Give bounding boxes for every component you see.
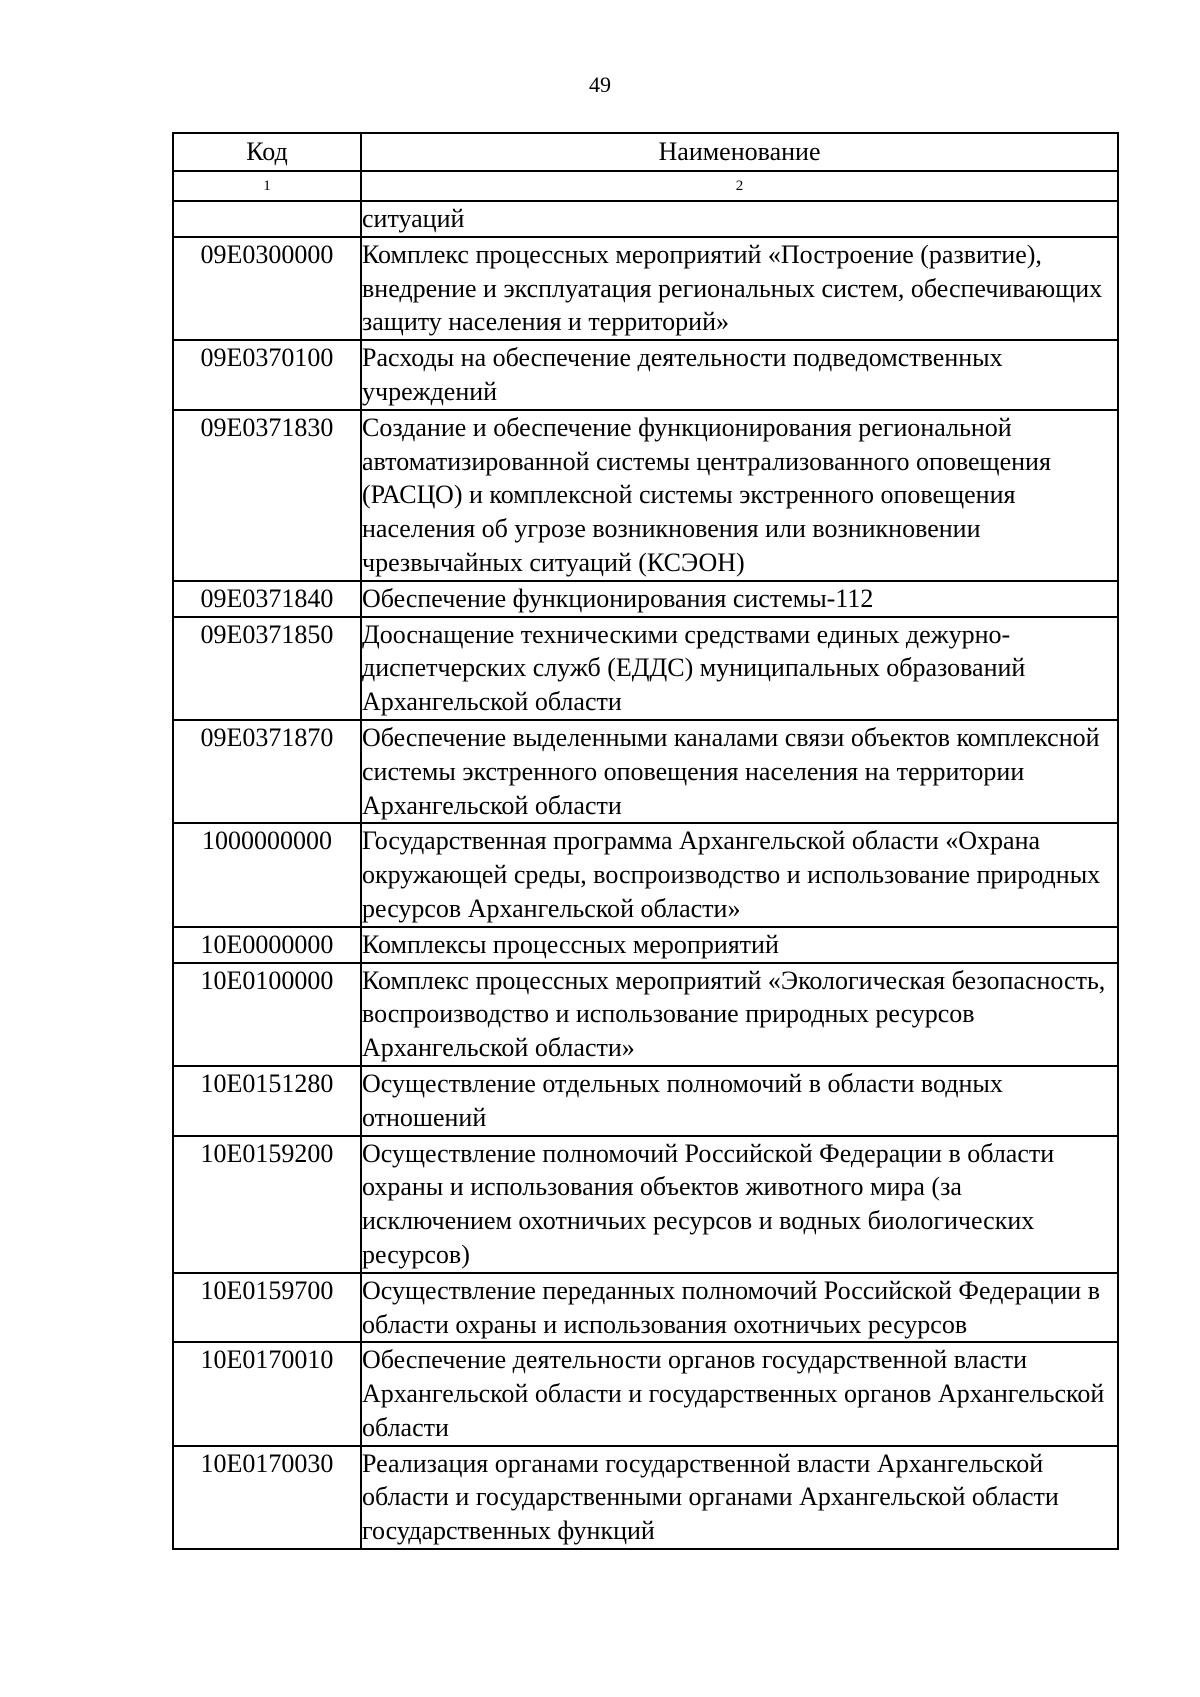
row-code: 10Е0159700 — [173, 1273, 361, 1343]
row-code: 09Е0371830 — [173, 410, 361, 581]
table-row — [173, 927, 1118, 963]
column-number-1: 1 — [173, 171, 361, 201]
row-code: 09Е0371870 — [173, 720, 361, 823]
row-name: Расходы на обеспечение деятельности подведомственных учреждений — [361, 340, 1118, 410]
budget-codes-table — [172, 132, 1119, 1550]
row-code: 10Е0000000 — [173, 927, 361, 963]
table-header-row — [173, 133, 1118, 171]
row-name: Осуществление переданных полномочий Российской Федерации в области охраны и использования охотничьих ресурсов — [361, 1273, 1118, 1343]
table-row — [173, 410, 1118, 581]
table-row — [173, 201, 1118, 237]
page-number: 49 — [589, 72, 611, 97]
row-name: Комплекс процессных мероприятий «Экологическая безопасность, воспроизводство и использование природных ресурсов Архангельской области» — [361, 963, 1118, 1066]
table-row — [173, 1446, 1118, 1549]
row-name: Обеспечение деятельности органов государственной власти Архангельской области и государственных органов Архангельской области — [361, 1342, 1118, 1445]
table-row — [173, 823, 1118, 926]
row-code: 09Е0371850 — [173, 617, 361, 720]
table-row — [173, 1066, 1118, 1136]
header-name: Наименование — [361, 133, 1118, 171]
row-code: 10Е0170010 — [173, 1342, 361, 1445]
table-row — [173, 340, 1118, 410]
row-code: 10Е0170030 — [173, 1446, 361, 1549]
column-number-2: 2 — [361, 171, 1118, 201]
row-name: Осуществление отдельных полномочий в области водных отношений — [361, 1066, 1118, 1136]
row-name: Обеспечение выделенными каналами связи объектов комплексной системы экстренного оповещения населения на территории Архангельской области — [361, 720, 1118, 823]
row-name: Осуществление полномочий Российской Федерации в области охраны и использования объектов животного мира (за исключением охотничьих ресурсов и водных биологических ресурсов) — [361, 1136, 1118, 1273]
row-code: 09Е0371840 — [173, 581, 361, 617]
row-code — [173, 201, 361, 237]
table-row — [173, 1342, 1118, 1445]
column-number-row — [173, 171, 1118, 201]
row-name: Обеспечение функционирования системы-112 — [361, 581, 1118, 617]
table-row — [173, 581, 1118, 617]
table-row — [173, 1136, 1118, 1273]
row-code: 09Е0370100 — [173, 340, 361, 410]
row-name: ситуаций — [361, 201, 1118, 237]
row-name: Комплексы процессных мероприятий — [361, 927, 1118, 963]
row-code: 10Е0151280 — [173, 1066, 361, 1136]
row-name: Создание и обеспечение функционирования региональной автоматизированной системы централизованного оповещения (РАСЦО) и комплексной системы экстренного оповещения населения об угрозе возникновения или возникновении чрезвычайных ситуаций (КСЭОН) — [361, 410, 1118, 581]
header-code: Код — [173, 133, 361, 171]
table-row — [173, 1273, 1118, 1343]
row-code: 09Е0300000 — [173, 237, 361, 340]
row-code: 10Е0159200 — [173, 1136, 361, 1273]
table-row — [173, 237, 1118, 340]
row-code: 1000000000 — [173, 823, 361, 926]
row-code: 10Е0100000 — [173, 963, 361, 1066]
row-name: Дооснащение техническими средствами единых дежурно-диспетчерских служб (ЕДДС) муниципальных образований Архангельской области — [361, 617, 1118, 720]
table-row — [173, 963, 1118, 1066]
table-body — [173, 201, 1118, 1549]
table-row — [173, 617, 1118, 720]
table-row — [173, 720, 1118, 823]
row-name: Государственная программа Архангельской области «Охрана окружающей среды, воспроизводство и использование природных ресурсов Архангельской области» — [361, 823, 1118, 926]
row-name: Реализация органами государственной власти Архангельской области и государственными органами Архангельской области государственных функций — [361, 1446, 1118, 1549]
row-name: Комплекс процессных мероприятий «Построение (развитие), внедрение и эксплуатация региональных систем, обеспечивающих защиту населения и территорий» — [361, 237, 1118, 340]
